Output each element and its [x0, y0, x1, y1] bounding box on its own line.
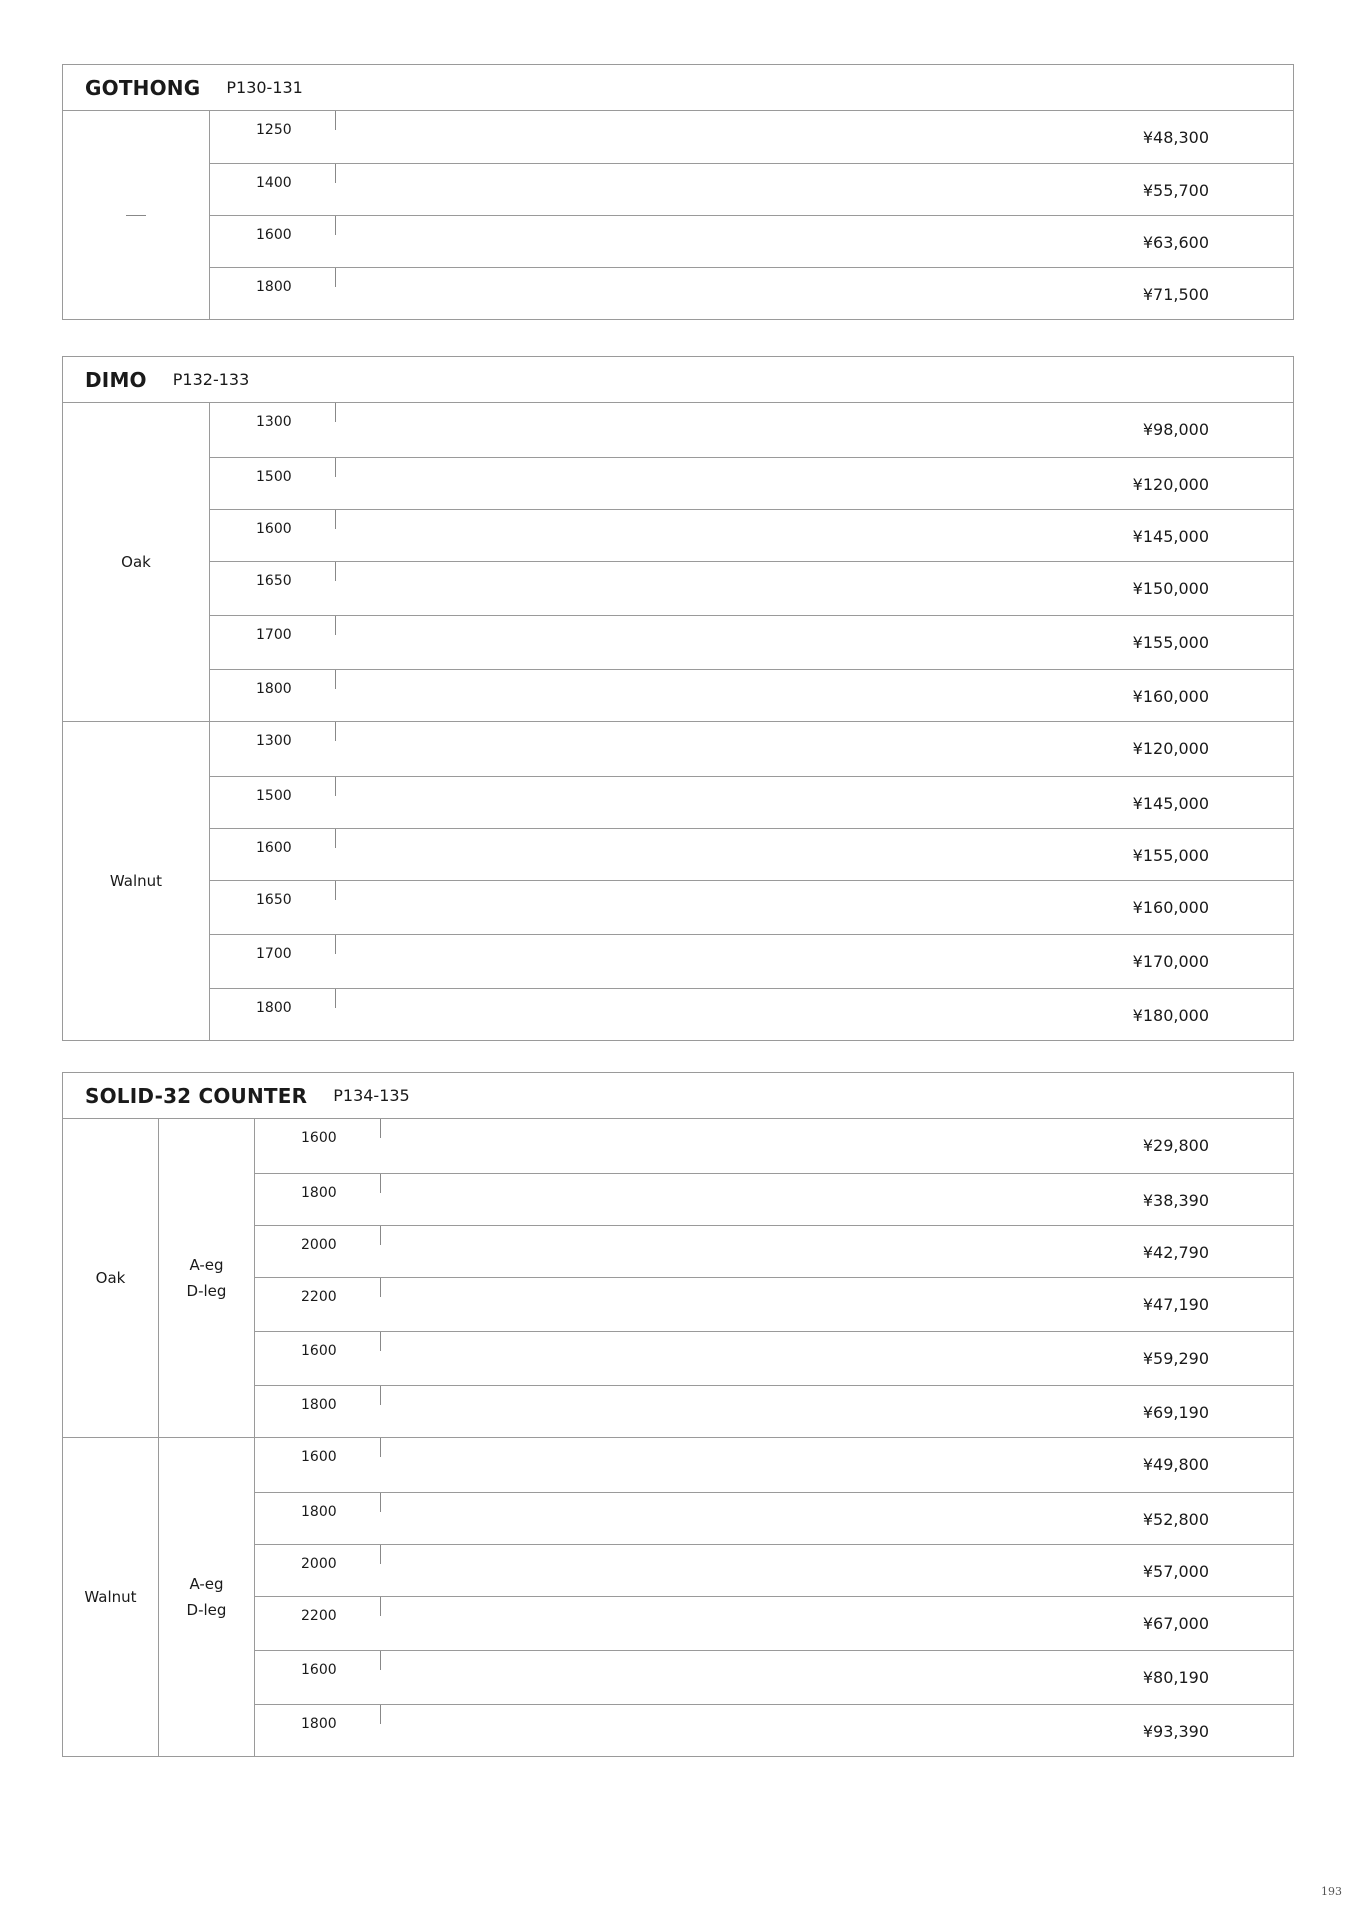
- price-row: [210, 934, 1293, 988]
- price-value: ¥38,390: [1142, 1191, 1209, 1210]
- price-value: ¥155,000: [1132, 846, 1209, 865]
- price-value: ¥59,290: [1142, 1349, 1209, 1368]
- size-value: 1800: [301, 1397, 337, 1413]
- price-value: ¥29,800: [1142, 1136, 1209, 1155]
- price-value: ¥98,000: [1142, 420, 1209, 439]
- size-rows: [210, 403, 1293, 721]
- leg-type-label: A-eg: [189, 1575, 224, 1593]
- price-value: ¥155,000: [1132, 633, 1209, 652]
- price-value: ¥93,390: [1142, 1722, 1209, 1741]
- price-row: [210, 776, 1293, 828]
- dimo-price-table: [62, 356, 1294, 1041]
- price-row: [210, 880, 1293, 934]
- price-value: ¥49,800: [1142, 1455, 1209, 1474]
- price-row: [210, 988, 1293, 1040]
- price-row: [210, 111, 1293, 163]
- tick-divider: [380, 1226, 381, 1245]
- price-row: [255, 1650, 1293, 1704]
- price-row: [255, 1173, 1293, 1225]
- tick-divider: [380, 1119, 381, 1138]
- variant-group-walnut: [63, 721, 1293, 1040]
- size-value: 1600: [256, 227, 292, 243]
- size-value: 2000: [301, 1237, 337, 1253]
- size-value: 1800: [256, 1000, 292, 1016]
- section-header: [63, 65, 1293, 111]
- price-row: [255, 1492, 1293, 1544]
- tick-divider: [335, 935, 336, 954]
- dash-icon: [126, 215, 146, 216]
- price-value: ¥160,000: [1132, 687, 1209, 706]
- page-reference: P130-131: [226, 78, 303, 97]
- tick-divider: [335, 510, 336, 529]
- size-value: 1600: [301, 1449, 337, 1465]
- tick-divider: [335, 777, 336, 796]
- size-value: 1650: [256, 892, 292, 908]
- leg-type-label: A-eg: [189, 1256, 224, 1274]
- size-value: 1600: [301, 1130, 337, 1146]
- wood-label: Oak: [63, 403, 210, 721]
- price-row: [255, 1544, 1293, 1596]
- size-value: 1800: [256, 279, 292, 295]
- price-row: [210, 215, 1293, 267]
- price-row: [210, 669, 1293, 721]
- price-row: [210, 722, 1293, 776]
- size-value: 2000: [301, 1556, 337, 1572]
- size-value: 1500: [256, 469, 292, 485]
- price-value: ¥42,790: [1142, 1243, 1209, 1262]
- size-value: 1600: [256, 521, 292, 537]
- size-rows: [210, 722, 1293, 1040]
- tick-divider: [335, 722, 336, 741]
- size-value: 1700: [256, 627, 292, 643]
- price-value: ¥120,000: [1132, 475, 1209, 494]
- tick-divider: [335, 881, 336, 900]
- price-row: [255, 1331, 1293, 1385]
- price-value: ¥67,000: [1142, 1614, 1209, 1633]
- price-value: ¥55,700: [1142, 181, 1209, 200]
- size-value: 1700: [256, 946, 292, 962]
- tick-divider: [380, 1651, 381, 1670]
- tick-divider: [335, 458, 336, 477]
- tick-divider: [380, 1278, 381, 1297]
- price-value: ¥170,000: [1132, 952, 1209, 971]
- size-rows: [255, 1119, 1293, 1437]
- price-row: [210, 163, 1293, 215]
- product-name: GOTHONG: [85, 75, 201, 100]
- variant-group-oak: [63, 403, 1293, 721]
- price-value: ¥150,000: [1132, 579, 1209, 598]
- price-row: [210, 457, 1293, 509]
- leg-type-label: D-leg: [186, 1601, 227, 1619]
- variant-group-oak: [63, 1119, 1293, 1437]
- tick-divider: [380, 1174, 381, 1193]
- price-value: ¥180,000: [1132, 1006, 1209, 1025]
- price-row: [255, 1225, 1293, 1277]
- size-value: 2200: [301, 1289, 337, 1305]
- size-value: 1600: [256, 840, 292, 856]
- tick-divider: [335, 216, 336, 235]
- price-row: [255, 1704, 1293, 1756]
- gothong-price-table: [62, 64, 1294, 320]
- price-row: [255, 1385, 1293, 1437]
- tick-divider: [335, 268, 336, 287]
- product-name: SOLID-32 COUNTER: [85, 1083, 308, 1108]
- price-row: [255, 1438, 1293, 1492]
- price-value: ¥71,500: [1142, 285, 1209, 304]
- leg-types: [159, 1438, 255, 1756]
- size-value: 1800: [301, 1716, 337, 1732]
- price-value: ¥63,600: [1142, 233, 1209, 252]
- size-value: 1400: [256, 175, 292, 191]
- price-row: [210, 267, 1293, 319]
- price-value: ¥48,300: [1142, 128, 1209, 147]
- tick-divider: [335, 562, 336, 581]
- size-rows: [210, 111, 1293, 319]
- wood-label: Oak: [63, 1119, 159, 1437]
- price-row: [210, 561, 1293, 615]
- price-row: [255, 1119, 1293, 1173]
- variant-group: [63, 111, 1293, 319]
- leg-type-label: D-leg: [186, 1282, 227, 1300]
- section-header: [63, 357, 1293, 403]
- price-value: ¥160,000: [1132, 898, 1209, 917]
- tick-divider: [335, 616, 336, 635]
- leg-types: [159, 1119, 255, 1437]
- price-value: ¥120,000: [1132, 739, 1209, 758]
- price-value: ¥145,000: [1132, 794, 1209, 813]
- price-value: ¥57,000: [1142, 1562, 1209, 1581]
- page-reference: P132-133: [172, 370, 250, 389]
- price-value: ¥69,190: [1142, 1403, 1209, 1422]
- tick-divider: [380, 1493, 381, 1512]
- size-value: 1600: [301, 1343, 337, 1359]
- tick-divider: [335, 164, 336, 183]
- tick-divider: [380, 1597, 381, 1616]
- price-row: [210, 828, 1293, 880]
- size-value: 1300: [256, 733, 292, 749]
- price-row: [255, 1277, 1293, 1331]
- price-value: ¥52,800: [1142, 1510, 1209, 1529]
- tick-divider: [335, 989, 336, 1008]
- size-value: 1600: [301, 1662, 337, 1678]
- size-value: 1250: [256, 122, 292, 138]
- page-number: 193: [1321, 1885, 1342, 1898]
- variant-group-walnut: [63, 1437, 1293, 1756]
- tick-divider: [380, 1705, 381, 1724]
- tick-divider: [380, 1438, 381, 1457]
- page-reference: P134-135: [333, 1086, 410, 1105]
- size-rows: [255, 1438, 1293, 1756]
- tick-divider: [335, 111, 336, 130]
- solid-32-counter-price-table: [62, 1072, 1294, 1757]
- size-value: 1650: [256, 573, 292, 589]
- tick-divider: [380, 1332, 381, 1351]
- price-row: [210, 509, 1293, 561]
- wood-cell-empty: [63, 111, 210, 319]
- tick-divider: [380, 1545, 381, 1564]
- price-row: [210, 403, 1293, 457]
- wood-label: Walnut: [63, 722, 210, 1040]
- price-value: ¥80,190: [1142, 1668, 1209, 1687]
- price-value: ¥145,000: [1132, 527, 1209, 546]
- price-value: ¥47,190: [1142, 1295, 1209, 1314]
- size-value: 1800: [301, 1185, 337, 1201]
- section-header: [63, 1073, 1293, 1119]
- size-value: 1300: [256, 414, 292, 430]
- product-name: DIMO: [85, 367, 147, 392]
- price-row: [255, 1596, 1293, 1650]
- price-row: [210, 615, 1293, 669]
- tick-divider: [380, 1386, 381, 1405]
- wood-label: Walnut: [63, 1438, 159, 1756]
- size-value: 1500: [256, 788, 292, 804]
- tick-divider: [335, 403, 336, 422]
- size-value: 1800: [301, 1504, 337, 1520]
- size-value: 2200: [301, 1608, 337, 1624]
- tick-divider: [335, 829, 336, 848]
- tick-divider: [335, 670, 336, 689]
- size-value: 1800: [256, 681, 292, 697]
